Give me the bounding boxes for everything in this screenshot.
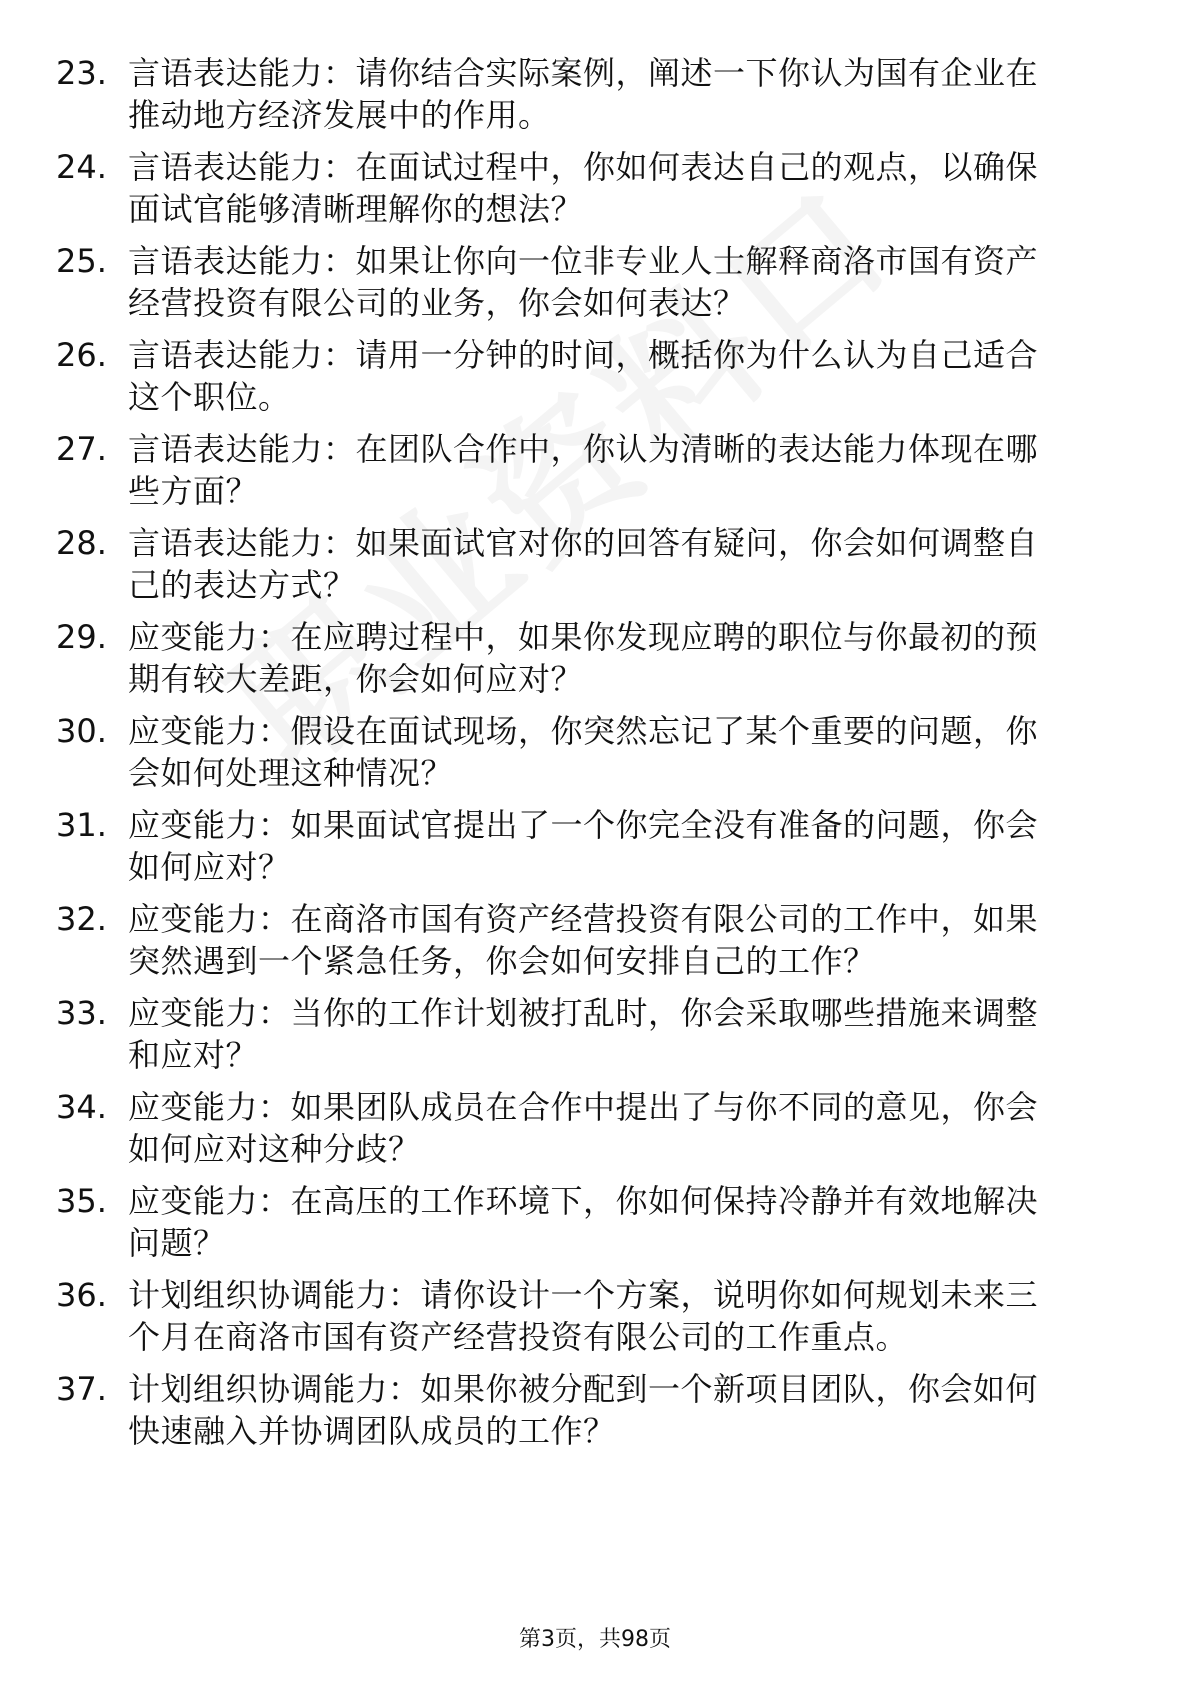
question-item [56,1180,1116,1274]
question-item [56,240,1116,334]
question-text: 言语表达能力：请用一分钟的时间，概括你为什么认为自己适合 这个职位。 [128,336,1039,416]
question-item [56,992,1116,1086]
question-number: 28. [56,524,107,562]
question-number: 34. [56,1088,107,1126]
question-text: 言语表达能力：如果让你向一位非专业人士解释商洛市国有资产 经营投资有限公司的业务，你会如何表达？ [128,242,1039,322]
question-text: 应变能力：假设在面试现场，你突然忘记了某个重要的问题，你 会如何处理这种情况？ [128,712,1039,792]
question-item [56,616,1116,710]
question-text: 言语表达能力：在团队合作中，你认为清晰的表达能力体现在哪 些方面？ [128,430,1039,510]
question-number: 37. [56,1370,107,1408]
question-text: 应变能力：如果团队成员在合作中提出了与你不同的意见，你会 如何应对这种分歧？ [128,1088,1039,1168]
question-text: 应变能力：在商洛市国有资产经营投资有限公司的工作中，如果 突然遇到一个紧急任务，你会如何安排自己的工作？ [128,900,1039,980]
question-item [56,710,1116,804]
question-item [56,334,1116,428]
question-item [56,146,1116,240]
question-number: 27. [56,430,107,468]
question-item [56,1086,1116,1180]
question-item [56,52,1116,146]
question-text: 应变能力：如果面试官提出了一个你完全没有准备的问题，你会 如何应对？ [128,806,1039,886]
question-list [56,52,1116,1462]
question-number: 25. [56,242,107,280]
question-item [56,1368,1116,1462]
question-number: 33. [56,994,107,1032]
question-item [56,428,1116,522]
question-number: 24. [56,148,107,186]
question-number: 30. [56,712,107,750]
question-text: 应变能力：在应聘过程中，如果你发现应聘的职位与你最初的预 期有较大差距，你会如何应对？ [128,618,1039,698]
question-text: 言语表达能力：如果面试官对你的回答有疑问，你会如何调整自 己的表达方式？ [128,524,1039,604]
question-item [56,1274,1116,1368]
question-number: 36. [56,1276,107,1314]
question-text: 言语表达能力：请你结合实际案例，阐述一下你认为国有企业在 推动地方经济发展中的作用。 [128,54,1039,134]
question-text: 言语表达能力：在面试过程中，你如何表达自己的观点，以确保 面试官能够清晰理解你的想法？ [128,148,1039,228]
question-text: 应变能力：在高压的工作环境下，你如何保持冷静并有效地解决 问题？ [128,1182,1039,1262]
question-item [56,898,1116,992]
question-number: 32. [56,900,107,938]
question-item [56,804,1116,898]
question-item [56,522,1116,616]
question-number: 26. [56,336,107,374]
question-number: 29. [56,618,107,656]
page-number-label: 第3页，共98页 [519,1627,671,1652]
question-text: 计划组织协调能力：如果你被分配到一个新项目团队，你会如何 快速融入并协调团队成员的工作？ [128,1370,1039,1450]
question-number: 35. [56,1182,107,1220]
question-text: 应变能力：当你的工作计划被打乱时，你会采取哪些措施来调整 和应对？ [128,994,1039,1074]
page-footer [0,1622,1190,1653]
question-number: 23. [56,54,107,92]
question-number: 31. [56,806,107,844]
question-text: 计划组织协调能力：请你设计一个方案，说明你如何规划未来三 个月在商洛市国有资产经营投资有限公司的工作重点。 [128,1276,1039,1356]
